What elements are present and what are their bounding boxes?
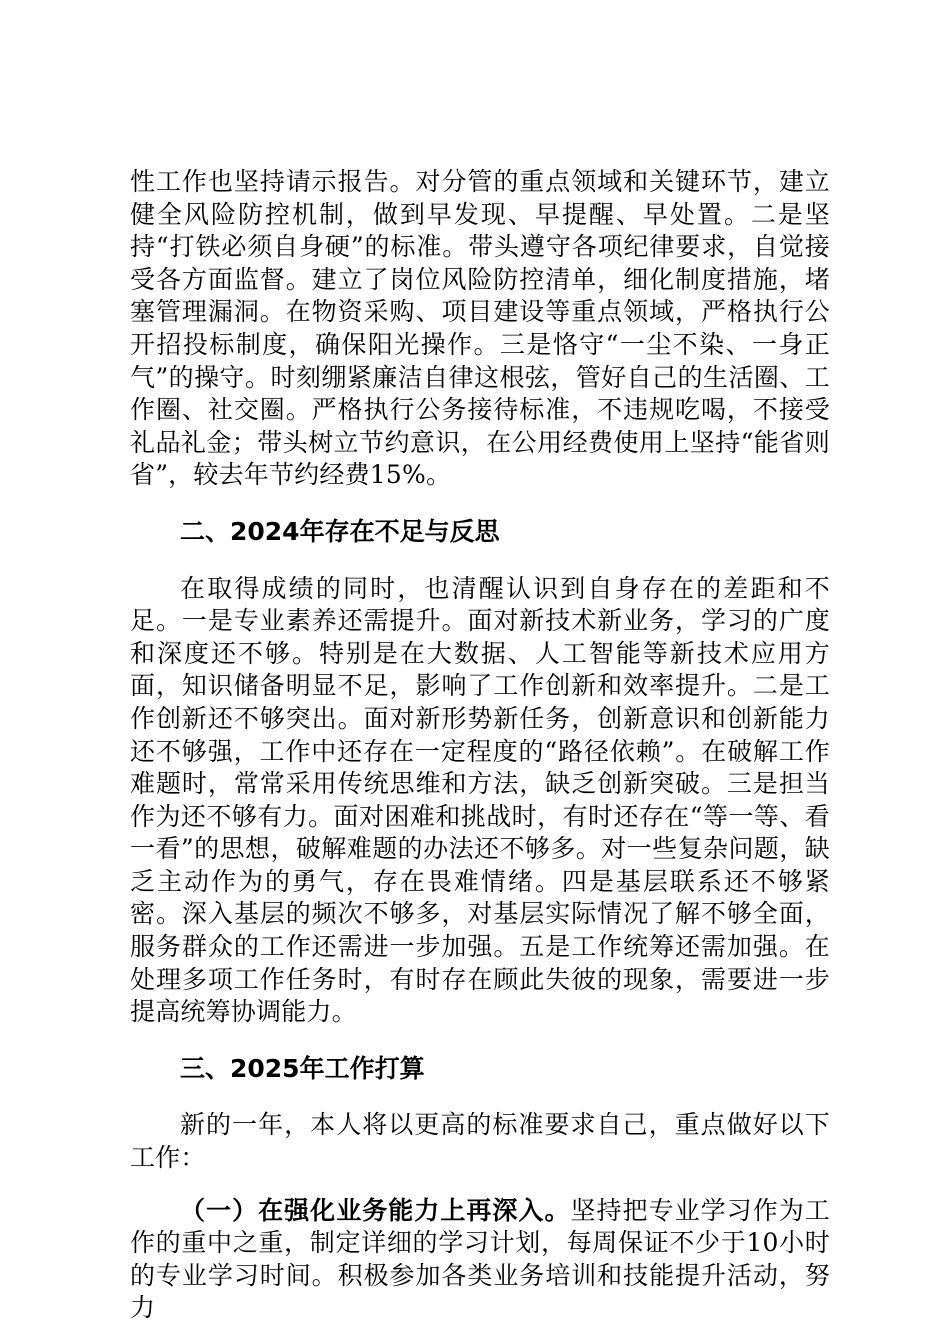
spacer xyxy=(130,1175,830,1195)
spacer xyxy=(130,492,830,516)
spacer xyxy=(130,549,830,573)
section-heading-plan: 三、2025年工作打算 xyxy=(180,1053,425,1083)
section-heading-shortcomings: 二、2024年存在不足与反思 xyxy=(180,516,500,546)
plan-item-1-lead: （一）在强化业务能力上再深入。 xyxy=(180,1195,571,1225)
plan-item-1-body: 坚持把专业学习作为工作的重中之重，制定详细的学习计划，每周保证不少于10小时的专业学习时间。积极参加各类业务培训和技能提升活动，努力 xyxy=(130,1195,830,1323)
document-page xyxy=(130,166,830,1325)
spacer xyxy=(130,1085,830,1109)
spacer xyxy=(130,1029,830,1053)
paragraph-plan-item-1 xyxy=(130,1195,830,1325)
paragraph-shortcomings: 在取得成绩的同时，也清醒认识到自身存在的差距和不足。一是专业素养还需提升。面对新技术新业务，学习的广度和深度还不够。特别是在大数据、人工智能等新技术应用方面，知识储备明显不足，影响了工作创新和效率提升。二是工作创新还不够突出。面对新形势新任务，创新意识和创新能力还不够强，工作中还存在一定程度的“路径依赖”。在破解工作难题时，常常采用传统思维和方法，缺乏创新突破。三是担当作为还不够有力。面对困难和挑战时，有时还存在“等一等、看一看”的思想，破解难题的办法还不够多。对一些复杂问题，缺乏主动作为的勇气，存在畏难情绪。四是基层联系还不够紧密。深入基层的频次不够多，对基层实际情况了解不够全面，服务群众的工作还需进一步加强。五是工作统筹还需加强。在处理多项工作任务时，有时存在顾此失彼的现象，需要进一步提高统筹协调能力。 xyxy=(130,573,830,1027)
paragraph-plan-intro: 新的一年，本人将以更高的标准要求自己，重点做好以下工作： xyxy=(130,1110,830,1173)
paragraph-integrity-continued: 性工作也坚持请示报告。对分管的重点领域和关键环节，建立健全风险防控机制，做到早发现、早提醒、早处置。二是坚持“打铁必须自身硬”的标准。带头遵守各项纪律要求，自觉接受各方面监督。建立了岗位风险防控清单，细化制度措施，堵塞管理漏洞。在物资采购、项目建设等重点领域，严格执行公开招投标制度，确保阳光操作。三是恪守“一尘不染、一身正气”的操守。时刻绷紧廉洁自律这根弦，管好自己的生活圈、工作圈、社交圈。严格执行公务接待标准，不违规吃喝，不接受礼品礼金；带头树立节约意识，在公用经费使用上坚持“能省则省”，较去年节约经费15%。 xyxy=(130,167,830,490)
